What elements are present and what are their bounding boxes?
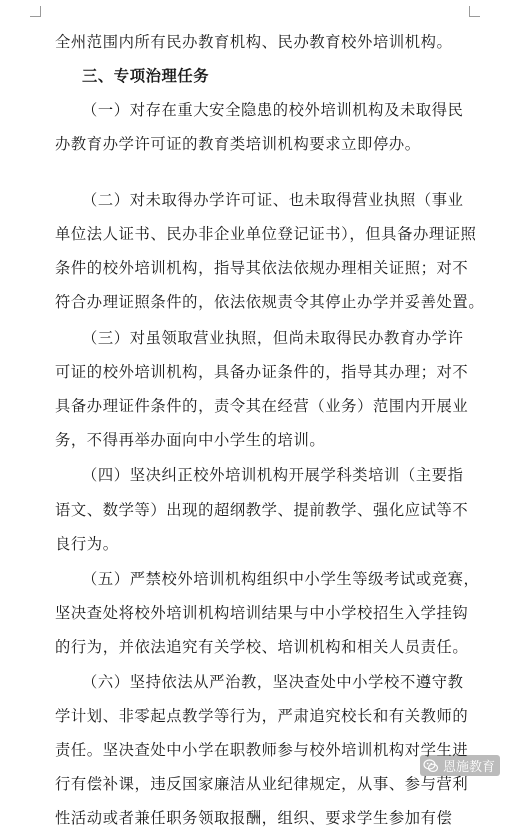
text-line: 责任。坚决查处中小学在职教师参与校外培训机构对学生进 bbox=[55, 741, 469, 759]
text-line: （二）对未取得办学许可证、也未取得营业执照（事业 bbox=[82, 191, 464, 209]
page-corner-mark bbox=[30, 6, 41, 17]
watermark-label: 恩施教育 bbox=[442, 760, 495, 775]
text-line: 良行为。 bbox=[55, 535, 119, 553]
text-line: 语文、数学等）出现的超纲教学、提前教学、强化应试等不 bbox=[55, 501, 469, 519]
text-line: （六）坚持依法从严治教，坚决查处中小学校不遵守教 bbox=[82, 673, 464, 691]
text-line: 单位法人证书、民办非企业单位登记证书），但具备办理证照 bbox=[55, 225, 477, 243]
text-line: 办教育办学许可证的教育类培训机构要求立即停办。 bbox=[55, 135, 421, 153]
text-line: 具备办理证件条件的，责令其在经营（业务）范围内开展业 bbox=[55, 397, 469, 415]
wechat-icon bbox=[423, 758, 439, 774]
text-line: （一）对存在重大安全隐患的校外培训机构及未取得民 bbox=[82, 101, 464, 119]
text-line: 条件的校外培训机构，指导其依法依规办理相关证照；对不 bbox=[55, 259, 469, 277]
watermark bbox=[420, 755, 500, 776]
text-line: 务，不得再举办面向中小学生的培训。 bbox=[55, 431, 326, 449]
page-corner-mark bbox=[469, 6, 480, 17]
text-line: 学计划、非零起点教学等行为，严肃追究校长和有关教师的 bbox=[55, 707, 469, 725]
text-line: （四）坚决纠正校外培训机构开展学科类培训（主要指 bbox=[82, 466, 464, 484]
text-line: （三）对虽领取营业执照，但尚未取得民办教育办学许 bbox=[82, 329, 464, 347]
section-heading: 三、专项治理任务 bbox=[82, 67, 210, 85]
text-line: （五）严禁校外培训机构组织中小学生等级考试或竞赛， bbox=[82, 570, 480, 588]
text-line: 行有偿补课，违反国家廉洁从业纪律规定，从事、参与营利 bbox=[55, 775, 469, 793]
text-line: 全州范围内所有民办教育机构、民办教育校外培训机构。 bbox=[55, 33, 453, 51]
text-line: 坚决查处将校外培训机构培训结果与中小学校招生入学挂钩 bbox=[55, 604, 469, 622]
text-line: 符合办理证照条件的，依法依规责令其停止办学并妥善处置。 bbox=[55, 293, 485, 311]
text-line: 可证的校外培训机构，具备办证条件的，指导其办理；对不 bbox=[55, 363, 469, 381]
text-line: 的行为，并依法追究有关学校、培训机构和相关人员责任。 bbox=[55, 638, 469, 656]
text-line: 性活动或者兼任职务领取报酬，组织、要求学生参加有偿 bbox=[55, 809, 453, 827]
